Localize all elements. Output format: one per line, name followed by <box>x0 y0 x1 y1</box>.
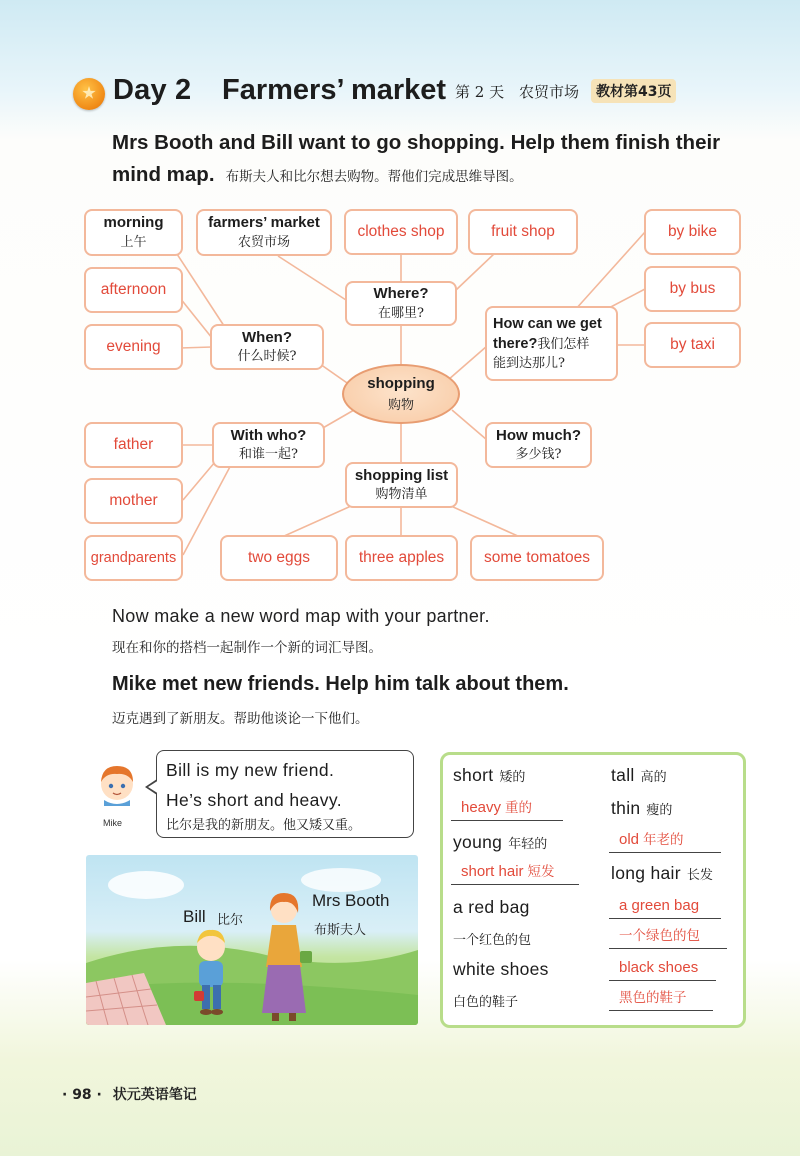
mindmap-instruction-line2-en: mind map. <box>112 163 215 186</box>
node-some-tomatoes <box>470 535 604 581</box>
connector-where-fruit <box>456 253 495 290</box>
answer-black-shoes-cn: 黑色的鞋子 <box>609 987 713 1011</box>
mike-avatar <box>92 760 142 824</box>
scene-illustration <box>86 855 418 1025</box>
day-title-cn: 第 2 天 <box>455 83 505 101</box>
bill-label-cn: 比尔 <box>217 913 244 928</box>
word-long-hair <box>611 863 713 884</box>
connector-list-eggs <box>282 502 360 537</box>
node-evening <box>84 324 183 370</box>
node-withwho-en: With who? <box>230 426 307 444</box>
word-thin <box>611 798 672 819</box>
answer-shorthair-en: short hair <box>461 863 524 880</box>
word-young-en: young <box>453 832 503 852</box>
node-when <box>210 324 324 370</box>
node-eggs-en: two eggs <box>247 549 311 567</box>
answer-green-bag-cn: 一个绿色的包 <box>609 925 727 949</box>
answer-old-en: old <box>619 831 640 848</box>
node-where <box>345 281 457 326</box>
node-by-bus <box>644 266 741 312</box>
scene-background <box>86 855 418 1025</box>
node-by-taxi <box>644 322 741 368</box>
connector-when-afternoon <box>180 298 212 338</box>
word-map-instruction-cn: 现在和你的搭档一起制作一个新的词汇导图。 <box>112 640 382 656</box>
day-title: Day 2 <box>113 74 192 106</box>
word-red-bag-cn: 一个红色的包 <box>453 933 532 948</box>
mindmap-center-shopping <box>342 364 460 424</box>
bill-label-en: Bill <box>183 907 206 926</box>
node-morning <box>84 209 183 256</box>
answer-shorthair-cn: 短发 <box>527 864 555 880</box>
node-how-get-there <box>485 306 618 381</box>
connector-where-farmers <box>278 256 346 300</box>
topic-title: Farmers’ market <box>222 74 447 106</box>
connector-center-howmuch <box>452 410 487 440</box>
node-afternoon <box>84 267 183 313</box>
node-when-cn: 什么时候? <box>237 349 297 365</box>
node-bike-en: by bike <box>667 223 718 241</box>
node-father <box>84 422 183 468</box>
answer-old-cn: 年老的 <box>643 832 684 848</box>
center-label-cn: 购物 <box>387 398 414 413</box>
node-howget-line2-en: there? <box>493 336 538 353</box>
node-fruit-shop <box>468 209 578 255</box>
node-bus-en: by bus <box>669 280 716 298</box>
connector-withwho-mother <box>183 462 215 500</box>
booth-label-cn: 布斯夫人 <box>314 923 367 938</box>
connector-howget-bike <box>575 232 645 310</box>
word-young <box>453 832 547 853</box>
answer-green-bag: a green bag <box>609 895 721 919</box>
node-where-en: Where? <box>373 285 429 302</box>
word-longhair-en: long hair <box>611 863 681 883</box>
word-red-bag: a red bag <box>453 897 530 917</box>
node-apples-en: three apples <box>358 549 445 567</box>
node-mother-en: mother <box>109 492 158 510</box>
booth-label-en: Mrs Booth <box>312 891 390 910</box>
answer-old <box>609 829 721 853</box>
word-tall-en: tall <box>611 765 635 785</box>
answer-black-shoes: black shoes <box>609 957 716 981</box>
bubble-line1: Bill is my new friend. <box>166 760 335 780</box>
node-with-who <box>212 422 325 468</box>
node-list-en: shopping list <box>354 466 449 484</box>
node-by-bike <box>644 209 741 255</box>
friends-instruction-cn: 迈克遇到了新朋友。帮助他谈论一下他们。 <box>112 711 369 727</box>
word-tall <box>611 765 667 786</box>
word-longhair-cn: 长发 <box>686 868 713 883</box>
node-fruit-en: fruit shop <box>491 223 555 241</box>
bubble-line2: He’s short and heavy. <box>166 790 343 810</box>
node-how-much <box>485 422 592 468</box>
answer-heavy-en: heavy <box>461 799 502 816</box>
node-shopping-list <box>345 462 458 508</box>
node-howmuch-cn: 多少钱? <box>515 447 562 463</box>
word-map-instruction: Now make a new word map with your partner. <box>112 606 490 626</box>
mindmap-instruction-cn: 布斯夫人和比尔想去购物。帮他们完成思维导图。 <box>225 169 523 185</box>
node-three-apples <box>345 535 458 581</box>
node-morning-en: morning <box>103 214 164 231</box>
topic-title-cn: 农贸市场 <box>519 83 580 101</box>
node-tomatoes-en: some tomatoes <box>484 549 590 567</box>
word-thin-en: thin <box>611 798 641 818</box>
word-thin-cn: 瘦的 <box>646 803 673 818</box>
node-when-en: When? <box>242 328 292 346</box>
page-footer <box>62 1084 197 1104</box>
node-two-eggs <box>220 535 338 581</box>
word-white-shoes-cn: 白色的鞋子 <box>453 995 519 1010</box>
node-howget-line2 <box>493 333 589 353</box>
page-number: · 98 · <box>62 1087 102 1103</box>
word-short <box>453 765 525 786</box>
node-mother <box>84 478 183 524</box>
node-evening-en: evening <box>106 338 161 356</box>
node-taxi-en: by taxi <box>670 336 715 354</box>
word-white-shoes: white shoes <box>453 959 549 979</box>
mrs-booth-figure <box>262 893 312 1021</box>
answer-heavy-cn: 重的 <box>505 800 533 816</box>
node-grandparents <box>84 535 183 581</box>
node-list-cn: 购物清单 <box>375 487 428 503</box>
word-tall-cn: 高的 <box>640 770 667 785</box>
bubble-line-cn: 比尔是我的新朋友。他又矮又重。 <box>166 818 362 833</box>
book-title: 状元英语笔记 <box>112 1087 197 1103</box>
node-where-cn: 在哪里? <box>378 305 424 321</box>
word-young-cn: 年轻的 <box>508 837 548 852</box>
answer-short-hair <box>451 861 579 885</box>
node-farmers-cn: 农贸市场 <box>237 234 290 250</box>
node-withwho-cn: 和谁一起? <box>239 447 298 463</box>
mike-name-label: Mike <box>103 818 123 828</box>
node-clothes-en: clothes shop <box>357 223 445 241</box>
friends-instruction: Mike met new friends. Help him talk about them. <box>112 673 569 695</box>
node-morning-cn: 上午 <box>120 234 147 250</box>
word-short-en: short <box>453 765 494 785</box>
node-clothes-shop <box>344 209 458 255</box>
node-farmers-market <box>196 209 332 256</box>
node-howget-line3: 能到达那儿? <box>493 355 565 371</box>
node-howmuch-en: How much? <box>496 426 581 444</box>
center-label-en: shopping <box>367 375 435 392</box>
node-farmers-en: farmers’ market <box>208 214 320 231</box>
mindmap-instruction-line1: Mrs Booth and Bill want to go shopping. Help them finish their <box>112 131 721 154</box>
node-father-en: father <box>113 436 154 454</box>
connector-center-howget <box>448 346 487 380</box>
connector-when-evening <box>180 347 212 348</box>
speech-bubble <box>156 750 414 838</box>
connector-list-tomatoes <box>442 502 520 537</box>
textbook-page-ref: 教材第43页 <box>591 79 676 103</box>
connector-when-morning <box>175 251 230 335</box>
node-grandparents-en: grandparents <box>90 549 177 566</box>
answer-heavy <box>451 797 563 821</box>
node-howget-line1: How can we get <box>493 316 602 333</box>
word-short-cn: 矮的 <box>499 770 526 785</box>
node-howget-line2-cn: 我们怎样 <box>537 337 590 353</box>
node-afternoon-en: afternoon <box>100 281 167 299</box>
